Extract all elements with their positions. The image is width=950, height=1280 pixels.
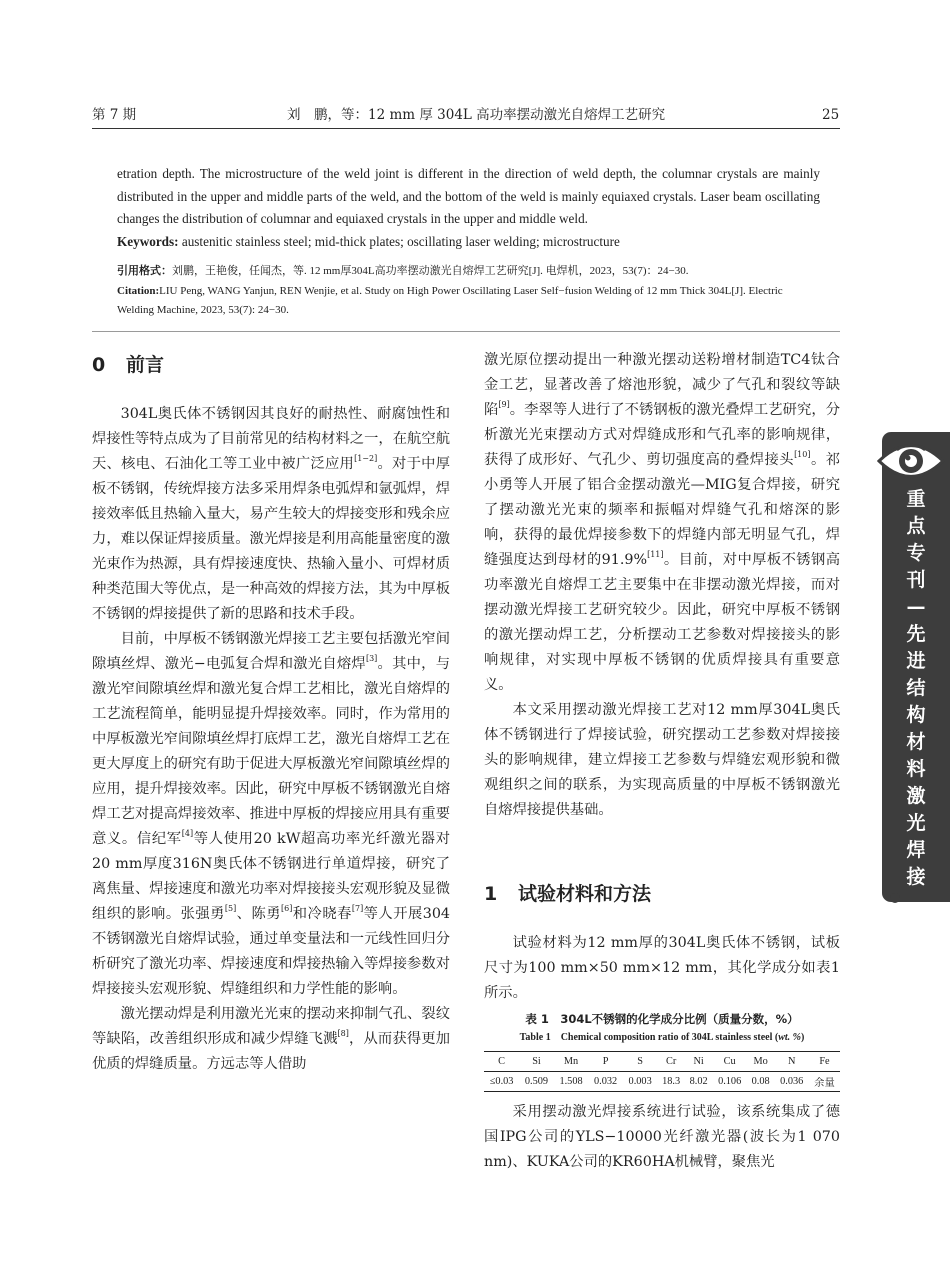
- ref-citation: [1−2]: [354, 454, 378, 463]
- text-run: 等人开展304不锈钢激光自熔焊试验，通过单变量法和一元线性回归分析研究了激光功率、焊接速度和焊接热输入等焊接参数对焊接接头宏观形貌、焊缝组织和力学性能的影响。: [92, 906, 451, 997]
- text-run: 激光摆动焊是利用激光光束的摆动来抑制气孔、裂纹等缺陷，改善组织形成和减少焊缝飞溅: [92, 1006, 450, 1047]
- side-tab-char: 专: [906, 542, 926, 564]
- ref-citation: [3]: [365, 654, 378, 663]
- ref-citation: [9]: [498, 400, 510, 409]
- text-run: 。李翠等人进行了不锈钢板的激光叠焊工艺研究，分析激光光束摆动方式对焊缝成形和气孔率的影响规律，获得了成形好、气孔少、剪切强度高的叠焊接头: [484, 402, 841, 468]
- table-header-cell: N: [774, 1052, 809, 1072]
- section-1-paragraph-1: [484, 931, 840, 1006]
- section-0-title: 前言: [126, 354, 165, 376]
- text-run: 。目前，对中厚板不锈钢高功率激光自熔焊工艺主要集中在非摆动激光焊接，而对摆动激光焊接工艺研究较少。因此，研究中厚板不锈钢的激光摆动焊工艺，分析摆动工艺参数对焊接接头的影响规律，对实现中厚板不锈钢的优质焊接具有重要意义。: [484, 552, 841, 693]
- table-cell: 8.02: [685, 1072, 712, 1092]
- citation-zh: [117, 262, 820, 281]
- side-tab-char: 重: [906, 488, 926, 510]
- table-cell: 0.106: [712, 1072, 747, 1092]
- side-tab-char: 进: [906, 650, 926, 672]
- ref-citation: [5]: [224, 904, 237, 913]
- keywords-text: austenitic stainless steel; mid-thick plates; oscillating laser welding; microstructure: [178, 234, 620, 249]
- section-1-title: 试验材料和方法: [518, 883, 652, 905]
- ref-citation: [6]: [280, 904, 293, 913]
- text-run: 和冷晓春: [292, 906, 352, 922]
- running-header-title: 刘 鹏，等：12 mm 厚 304L 高功率摆动激光自熔焊工艺研究: [287, 107, 666, 123]
- left-column: [92, 402, 450, 1077]
- text-run: 。对于中厚板不锈钢，传统焊接方法多采用焊条电弧焊和氩弧焊，焊接效率低且热输入量大，易产生较大的焊接变形和残余应力，难以保证焊接质量。激光焊接是利用高能量密度的激光束作为热源，具有焊接速度快、热输入量小、可焊材质种类范围大等优点，是一种高效的焊接方法，其为中厚板不锈钢的焊接提供了新的思路和技术手段。: [92, 456, 451, 622]
- text-run: 。其中，与激光窄间隙填丝焊和激光复合焊工艺相比，激光自熔焊的工艺流程简单，能明显提升焊接效率。同时，作为常用的中厚板激光窄间隙填丝焊打底焊工艺，激光自熔焊工艺在更大厚度上的研究有助于促进大厚板激光窄间隙填丝焊的应用，提升焊接效率。因此，研究中厚板不锈钢激光自熔焊工艺对提高焊接效率、推进中厚板的焊接应用具有重要意义。信纪军: [92, 656, 450, 847]
- side-tab-char: 构: [906, 704, 926, 726]
- section-0-number: 0: [92, 354, 106, 376]
- side-tab-char: 先: [906, 623, 926, 645]
- left-paragraph-3: [92, 1002, 450, 1077]
- table-1-caption-en: [484, 1030, 840, 1046]
- text-run: ): [800, 1032, 805, 1043]
- citation-en-label: Citation:: [117, 285, 160, 297]
- side-tab-char: 结: [906, 677, 926, 699]
- table-cell: 1.508: [554, 1072, 589, 1092]
- ref-citation: [4]: [181, 829, 194, 838]
- table-header-cell: Fe: [809, 1052, 840, 1072]
- text-run: 采用摆动激光焊接系统进行试验，该系统集成了德国IPG公司的YLS−10000光纤激光器(波长为1 070 nm)、KUKA公司的KR60HA机械臂，聚焦光: [484, 1104, 840, 1170]
- text-run: 目前，中厚板不锈钢激光焊接工艺主要包括激光窄间隙填丝焊、激光−电弧复合焊和激光自熔焊: [92, 631, 450, 672]
- ref-citation: [7]: [351, 904, 364, 913]
- side-tab-char: 光: [906, 812, 926, 834]
- text-run: 激光原位摆动提出一种激光摆动送粉增材制造TC4钛合金工艺，显著改善了熔池形貌，减少了气孔和裂纹等缺陷: [484, 352, 840, 418]
- citation-zh-label: 引用格式：: [117, 265, 172, 277]
- header-rule: [92, 128, 840, 129]
- table-header-cell: Cu: [712, 1052, 747, 1072]
- right-column: [484, 348, 840, 823]
- table-header-cell: Cr: [657, 1052, 684, 1072]
- table-header-cell: C: [484, 1052, 519, 1072]
- side-tab-char: 材: [906, 731, 926, 753]
- table-header-row: [484, 1052, 840, 1072]
- composition-table: [484, 1051, 840, 1092]
- table-cell: 余量: [809, 1072, 840, 1092]
- table-header-cell: Ni: [685, 1052, 712, 1072]
- section-1-number: 1: [484, 883, 498, 905]
- right-paragraph-1: [484, 348, 840, 698]
- citation-en-text: LIU Peng, WANG Yanjun, REN Wenjie, et al. Study on High Power Oscillating Laser Self−fusion Welding of 12 mm Thick 304L[J]. Electric Welding Machine, 2023, 53(7): 24−30.: [117, 285, 783, 316]
- citation-rule: [92, 331, 840, 332]
- side-tab-char: 接: [906, 866, 926, 888]
- text-run: 、陈勇: [236, 906, 281, 922]
- text-run: 。祁小勇等人开展了铝合金摆动激光—MIG复合焊接，研究了摆动激光光束的频率和振幅对焊缝气孔和熔深的影响，获得的最优焊接参数下的焊缝内部无明显气孔，焊缝强度达到母材的91.9%: [484, 452, 841, 568]
- side-tab-char: 焊: [906, 839, 926, 861]
- table-cell: 18.3: [657, 1072, 684, 1092]
- side-tab-char: 料: [906, 758, 926, 780]
- table-row: [484, 1072, 840, 1092]
- side-tab-text: [882, 486, 950, 891]
- side-tab-char: 激: [906, 785, 926, 807]
- ref-citation: [8]: [337, 1029, 349, 1038]
- keywords-label: Keywords:: [117, 234, 179, 249]
- table-1-caption-zh: 表 1 304L不锈钢的化学成分比例（质量分数，%）: [525, 1012, 799, 1026]
- page-number: 25: [822, 107, 840, 123]
- text-run: 试验材料为12 mm厚的304L奥氏体不锈钢，试板尺寸为100 mm×50 mm×12 mm，其化学成分如表1所示。: [484, 935, 840, 1001]
- citation-en: [117, 282, 820, 320]
- table-cell: 0.003: [623, 1072, 658, 1092]
- side-tab-char: —: [906, 596, 926, 618]
- left-paragraph-2: [92, 627, 450, 1002]
- side-tab-char: 刊: [906, 569, 926, 591]
- text-run: 等人使用20 kW超高功率光纤激光器对20 mm厚度316N奥氏体不锈钢进行单道焊接，研究了离焦量、焊接速度和激光功率对焊接接头宏观形貌及显微组织的影响。张强勇: [92, 831, 451, 922]
- section-1-paragraph-2: [484, 1100, 840, 1175]
- side-tab-char: 点: [906, 515, 926, 537]
- text-run: Table 1 Chemical composition ratio of 304L stainless steel (: [519, 1032, 779, 1043]
- table-cell: 0.509: [519, 1072, 554, 1092]
- side-tab-dot: [890, 893, 900, 903]
- table-cell: 0.08: [747, 1072, 774, 1092]
- table-header-cell: Mo: [747, 1052, 774, 1072]
- table-header-cell: Mn: [554, 1052, 589, 1072]
- citation-zh-text: 刘鹏，王艳俊，任闻杰，等. 12 mm厚304L高功率摆动激光自熔焊工艺研究[J]. 电焊机，2023，53(7)：24−30.: [172, 265, 689, 277]
- running-header-issue: 第 7 期: [92, 107, 137, 123]
- keywords: [117, 232, 820, 252]
- text-run: 304L奥氏体不锈钢因其良好的耐热性、耐腐蚀性和焊接性等特点成为了目前常见的结构材料之一，在航空航天、核电、石油化工等工业中被广泛应用: [92, 406, 450, 472]
- left-paragraph-1: [92, 402, 450, 627]
- section-0-heading: [92, 352, 164, 378]
- table-cell: ≤0.03: [484, 1072, 519, 1092]
- table-header-cell: Si: [519, 1052, 554, 1072]
- ref-citation: [11]: [647, 550, 664, 559]
- abstract-text: etration depth. The microstructure of the weld joint is different in the direction of weld depth, the columnar crystals are mainly distributed in the upper and middle parts of the weld, and the bottom of the weld is mainly equiaxed crystals. Laser beam oscillating changes the distribution of columnar and equiaxed crystals in the upper and middle weld.: [117, 166, 820, 226]
- table-cell: 0.036: [774, 1072, 809, 1092]
- ref-citation: [10]: [794, 450, 811, 459]
- table-header-cell: S: [623, 1052, 658, 1072]
- section-1-heading: [484, 881, 651, 907]
- right-paragraph-2: 本文采用摆动激光焊接工艺对12 mm厚304L奥氏体不锈钢进行了焊接试验，研究摆动工艺参数对焊接接头的影响规律，建立焊接工艺参数与焊缝宏观形貌和微观组织之间的联系，为实现高质量的中厚板不锈钢激光自熔焊接提供基础。: [484, 702, 840, 818]
- eye-icon: [877, 432, 945, 490]
- text-run: ，从而获得更加优质的焊缝质量。方远志等人借助: [92, 1031, 450, 1072]
- text-run: wt. %: [778, 1032, 801, 1043]
- table-header-cell: P: [588, 1052, 623, 1072]
- table-cell: 0.032: [588, 1072, 623, 1092]
